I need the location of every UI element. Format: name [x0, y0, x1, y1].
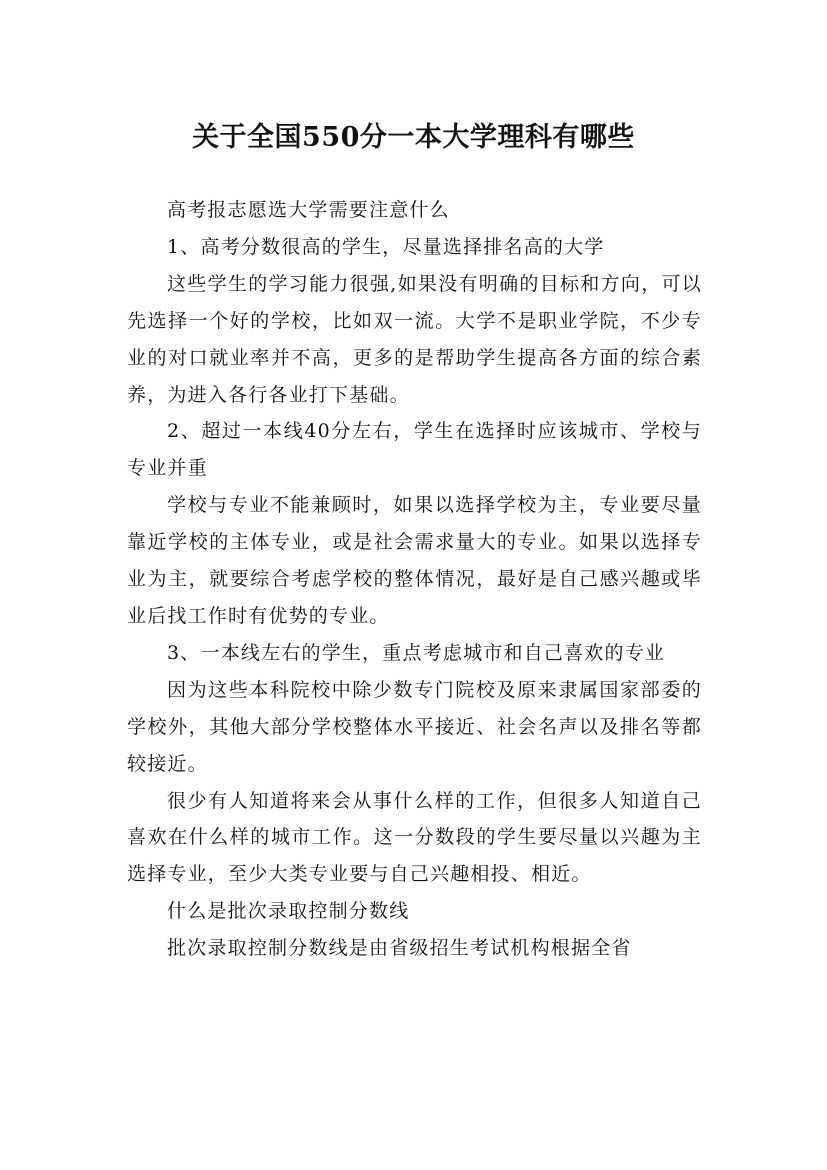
cutoff-paragraph: 批次录取控制分数线是由省级招生考试机构根据全省 — [167, 937, 632, 960]
tip-3-heading: 3、一本线左右的学生，重点考虑城市和自己喜欢的专业 — [167, 641, 666, 664]
section-heading-tips: 高考报志愿选大学需要注意什么 — [167, 199, 450, 221]
tip-2-heading: 2、超过一本线40分左右，学生在选择时应该城市、学校与专业并重 — [127, 420, 702, 480]
document-body — [127, 192, 702, 967]
tip-1-heading: 1、高考分数很高的学生，尽量选择排名高的大学 — [167, 235, 605, 258]
tip-3-paragraph-1: 因为这些本科院校中除少数专门院校及原来隶属国家部委的学校外，其他大部分学校整体水平接近、社会名声以及排名等都较接近。 — [127, 678, 702, 775]
tip-2-paragraph: 学校与专业不能兼顾时，如果以选择学校为主，专业要尽量靠近学校的主体专业，或是社会需求量大的专业。如果以选择专业为主，就要综合考虑学校的整体情况，最好是自己感兴趣或毕业后找工作时有优势的专业。 — [127, 494, 702, 627]
tip-3-paragraph-2: 很少有人知道将来会从事什么样的工作，但很多人知道自己喜欢在什么样的城市工作。这一分数段的学生要尽量以兴趣为主选择专业，至少大类专业要与自己兴趣相投、相近。 — [127, 789, 702, 886]
tip-1-paragraph: 这些学生的学习能力很强,如果没有明确的目标和方向，可以先选择一个好的学校，比如双一流。大学不是职业学院，不少专业的对口就业率并不高，更多的是帮助学生提高各方面的综合素养，为进入各行各业打下基础。 — [127, 272, 702, 406]
section-heading-cutoff: 什么是批次录取控制分数线 — [167, 900, 410, 923]
document-title: 关于全国550分一本大学理科有哪些 — [192, 122, 635, 154]
